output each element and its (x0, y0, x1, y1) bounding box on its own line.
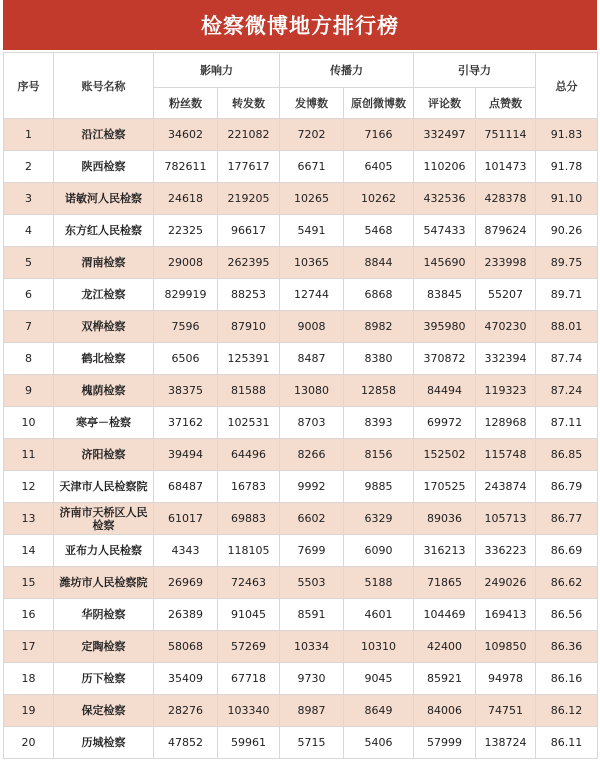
cell-comments: 547433 (414, 215, 476, 247)
cell-posts: 9730 (280, 663, 344, 695)
cell-comments: 69972 (414, 407, 476, 439)
cell-total: 86.77 (536, 503, 598, 535)
cell-total: 86.36 (536, 631, 598, 663)
cell-rank: 17 (4, 631, 54, 663)
table-row (4, 695, 598, 727)
cell-comments: 57999 (414, 727, 476, 759)
cell-account-name: 龙江检察 (54, 279, 154, 311)
table-row (4, 311, 598, 343)
cell-account-name: 济阳检察 (54, 439, 154, 471)
cell-comments: 370872 (414, 343, 476, 375)
cell-rank: 4 (4, 215, 54, 247)
cell-total: 86.85 (536, 439, 598, 471)
cell-posts: 12744 (280, 279, 344, 311)
cell-fans: 28276 (154, 695, 218, 727)
cell-original-posts: 8844 (344, 247, 414, 279)
cell-comments: 395980 (414, 311, 476, 343)
cell-likes: 336223 (476, 535, 536, 567)
cell-rank: 12 (4, 471, 54, 503)
cell-comments: 145690 (414, 247, 476, 279)
cell-original-posts: 4601 (344, 599, 414, 631)
cell-total: 88.01 (536, 311, 598, 343)
cell-total: 87.24 (536, 375, 598, 407)
cell-rank: 6 (4, 279, 54, 311)
cell-comments: 316213 (414, 535, 476, 567)
cell-total: 89.71 (536, 279, 598, 311)
cell-fans: 35409 (154, 663, 218, 695)
cell-reposts: 69883 (218, 503, 280, 535)
cell-total: 87.74 (536, 343, 598, 375)
cell-fans: 29008 (154, 247, 218, 279)
cell-rank: 9 (4, 375, 54, 407)
cell-comments: 71865 (414, 567, 476, 599)
cell-comments: 170525 (414, 471, 476, 503)
cell-total: 86.79 (536, 471, 598, 503)
cell-reposts: 125391 (218, 343, 280, 375)
cell-fans: 24618 (154, 183, 218, 215)
header-spread: 传播力 (280, 53, 414, 88)
cell-posts: 9992 (280, 471, 344, 503)
cell-posts: 5503 (280, 567, 344, 599)
cell-original-posts: 10310 (344, 631, 414, 663)
cell-original-posts: 8393 (344, 407, 414, 439)
cell-total: 86.69 (536, 535, 598, 567)
cell-rank: 10 (4, 407, 54, 439)
table-row (4, 119, 598, 151)
cell-comments: 104469 (414, 599, 476, 631)
table-row (4, 407, 598, 439)
cell-account-name: 槐荫检察 (54, 375, 154, 407)
cell-original-posts: 6329 (344, 503, 414, 535)
cell-total: 91.83 (536, 119, 598, 151)
cell-posts: 6602 (280, 503, 344, 535)
cell-reposts: 59961 (218, 727, 280, 759)
cell-account-name: 历城检察 (54, 727, 154, 759)
cell-total: 90.26 (536, 215, 598, 247)
table-row (4, 567, 598, 599)
cell-comments: 85921 (414, 663, 476, 695)
cell-rank: 7 (4, 311, 54, 343)
cell-likes: 128968 (476, 407, 536, 439)
cell-account-name: 沿江检察 (54, 119, 154, 151)
cell-likes: 119323 (476, 375, 536, 407)
header-account: 账号名称 (54, 53, 154, 119)
cell-comments: 42400 (414, 631, 476, 663)
cell-original-posts: 6405 (344, 151, 414, 183)
table-row (4, 535, 598, 567)
cell-total: 91.10 (536, 183, 598, 215)
cell-rank: 1 (4, 119, 54, 151)
cell-comments: 84006 (414, 695, 476, 727)
table-row (4, 247, 598, 279)
cell-total: 86.16 (536, 663, 598, 695)
cell-original-posts: 10262 (344, 183, 414, 215)
cell-likes: 249026 (476, 567, 536, 599)
cell-original-posts: 6868 (344, 279, 414, 311)
cell-original-posts: 12858 (344, 375, 414, 407)
cell-posts: 8591 (280, 599, 344, 631)
table-row (4, 663, 598, 695)
table-row (4, 727, 598, 759)
cell-posts: 8266 (280, 439, 344, 471)
cell-likes: 233998 (476, 247, 536, 279)
cell-rank: 2 (4, 151, 54, 183)
cell-total: 86.12 (536, 695, 598, 727)
cell-likes: 879624 (476, 215, 536, 247)
cell-fans: 47852 (154, 727, 218, 759)
cell-reposts: 91045 (218, 599, 280, 631)
cell-reposts: 118105 (218, 535, 280, 567)
cell-comments: 432536 (414, 183, 476, 215)
cell-reposts: 221082 (218, 119, 280, 151)
cell-original-posts: 8649 (344, 695, 414, 727)
header-guidance: 引导力 (414, 53, 536, 88)
cell-fans: 61017 (154, 503, 218, 535)
table-row (4, 279, 598, 311)
cell-account-name: 华阴检察 (54, 599, 154, 631)
cell-account-name: 定陶检察 (54, 631, 154, 663)
cell-account-name: 历下检察 (54, 663, 154, 695)
cell-account-name: 潍坊市人民检察院 (54, 567, 154, 599)
cell-original-posts: 5406 (344, 727, 414, 759)
cell-reposts: 177617 (218, 151, 280, 183)
cell-rank: 8 (4, 343, 54, 375)
cell-likes: 55207 (476, 279, 536, 311)
cell-original-posts: 5468 (344, 215, 414, 247)
cell-rank: 18 (4, 663, 54, 695)
cell-posts: 10365 (280, 247, 344, 279)
cell-likes: 115748 (476, 439, 536, 471)
cell-total: 86.62 (536, 567, 598, 599)
cell-account-name: 寒亭－检察 (54, 407, 154, 439)
cell-posts: 10265 (280, 183, 344, 215)
cell-likes: 105713 (476, 503, 536, 535)
cell-rank: 3 (4, 183, 54, 215)
cell-original-posts: 7166 (344, 119, 414, 151)
cell-original-posts: 6090 (344, 535, 414, 567)
cell-reposts: 81588 (218, 375, 280, 407)
table-row (4, 439, 598, 471)
header-total: 总分 (536, 53, 598, 119)
table-body (4, 119, 598, 759)
table-row (4, 631, 598, 663)
cell-posts: 5715 (280, 727, 344, 759)
cell-rank: 20 (4, 727, 54, 759)
cell-rank: 11 (4, 439, 54, 471)
cell-fans: 22325 (154, 215, 218, 247)
cell-account-name: 渭南检察 (54, 247, 154, 279)
cell-comments: 110206 (414, 151, 476, 183)
cell-likes: 74751 (476, 695, 536, 727)
cell-rank: 5 (4, 247, 54, 279)
cell-posts: 8487 (280, 343, 344, 375)
cell-comments: 152502 (414, 439, 476, 471)
cell-account-name: 东方红人民检察 (54, 215, 154, 247)
table-row (4, 183, 598, 215)
cell-total: 86.56 (536, 599, 598, 631)
cell-likes: 138724 (476, 727, 536, 759)
cell-account-name: 陕西检察 (54, 151, 154, 183)
cell-likes: 332394 (476, 343, 536, 375)
table-header (4, 53, 598, 119)
cell-fans: 26969 (154, 567, 218, 599)
cell-total: 87.11 (536, 407, 598, 439)
cell-total: 86.11 (536, 727, 598, 759)
cell-rank: 14 (4, 535, 54, 567)
cell-account-name: 天津市人民检察院 (54, 471, 154, 503)
cell-original-posts: 9885 (344, 471, 414, 503)
cell-fans: 39494 (154, 439, 218, 471)
cell-reposts: 64496 (218, 439, 280, 471)
cell-fans: 38375 (154, 375, 218, 407)
header-fans: 粉丝数 (154, 88, 218, 119)
table-row (4, 471, 598, 503)
ranking-table (3, 52, 598, 759)
cell-account-name: 亚布力人民检察 (54, 535, 154, 567)
cell-original-posts: 8982 (344, 311, 414, 343)
cell-account-name: 双桦检察 (54, 311, 154, 343)
page-title: 检察微博地方排行榜 (3, 0, 597, 50)
cell-fans: 829919 (154, 279, 218, 311)
cell-likes: 101473 (476, 151, 536, 183)
cell-posts: 7202 (280, 119, 344, 151)
cell-fans: 4343 (154, 535, 218, 567)
cell-likes: 428378 (476, 183, 536, 215)
cell-comments: 332497 (414, 119, 476, 151)
cell-reposts: 57269 (218, 631, 280, 663)
header-posts: 发博数 (280, 88, 344, 119)
cell-reposts: 67718 (218, 663, 280, 695)
cell-rank: 13 (4, 503, 54, 535)
cell-posts: 9008 (280, 311, 344, 343)
cell-fans: 6506 (154, 343, 218, 375)
cell-account-name: 诺敏河人民检察 (54, 183, 154, 215)
cell-comments: 83845 (414, 279, 476, 311)
cell-account-name: 济南市天桥区人民检察 (54, 503, 154, 535)
table-row (4, 375, 598, 407)
cell-reposts: 88253 (218, 279, 280, 311)
cell-comments: 89036 (414, 503, 476, 535)
cell-reposts: 72463 (218, 567, 280, 599)
table-row (4, 503, 598, 535)
header-influence: 影响力 (154, 53, 280, 88)
table-row (4, 151, 598, 183)
cell-original-posts: 8380 (344, 343, 414, 375)
header-likes: 点赞数 (476, 88, 536, 119)
cell-comments: 84494 (414, 375, 476, 407)
cell-rank: 19 (4, 695, 54, 727)
cell-original-posts: 5188 (344, 567, 414, 599)
header-reposts: 转发数 (218, 88, 280, 119)
cell-total: 91.78 (536, 151, 598, 183)
cell-posts: 10334 (280, 631, 344, 663)
cell-reposts: 87910 (218, 311, 280, 343)
cell-account-name: 保定检察 (54, 695, 154, 727)
cell-posts: 6671 (280, 151, 344, 183)
cell-fans: 68487 (154, 471, 218, 503)
cell-reposts: 96617 (218, 215, 280, 247)
cell-reposts: 102531 (218, 407, 280, 439)
table-row (4, 215, 598, 247)
cell-rank: 16 (4, 599, 54, 631)
cell-posts: 7699 (280, 535, 344, 567)
cell-fans: 58068 (154, 631, 218, 663)
cell-posts: 13080 (280, 375, 344, 407)
header-rank: 序号 (4, 53, 54, 119)
cell-account-name: 鹤北检察 (54, 343, 154, 375)
cell-reposts: 219205 (218, 183, 280, 215)
cell-fans: 37162 (154, 407, 218, 439)
cell-posts: 5491 (280, 215, 344, 247)
cell-original-posts: 8156 (344, 439, 414, 471)
cell-likes: 470230 (476, 311, 536, 343)
cell-likes: 169413 (476, 599, 536, 631)
cell-fans: 7596 (154, 311, 218, 343)
header-original-posts: 原创微博数 (344, 88, 414, 119)
cell-likes: 243874 (476, 471, 536, 503)
cell-total: 89.75 (536, 247, 598, 279)
cell-fans: 34602 (154, 119, 218, 151)
cell-fans: 26389 (154, 599, 218, 631)
cell-reposts: 103340 (218, 695, 280, 727)
cell-likes: 94978 (476, 663, 536, 695)
table-row (4, 343, 598, 375)
cell-posts: 8703 (280, 407, 344, 439)
table-row (4, 599, 598, 631)
cell-original-posts: 9045 (344, 663, 414, 695)
cell-posts: 8987 (280, 695, 344, 727)
cell-fans: 782611 (154, 151, 218, 183)
cell-reposts: 16783 (218, 471, 280, 503)
cell-reposts: 262395 (218, 247, 280, 279)
cell-rank: 15 (4, 567, 54, 599)
cell-likes: 109850 (476, 631, 536, 663)
header-comments: 评论数 (414, 88, 476, 119)
cell-likes: 751114 (476, 119, 536, 151)
